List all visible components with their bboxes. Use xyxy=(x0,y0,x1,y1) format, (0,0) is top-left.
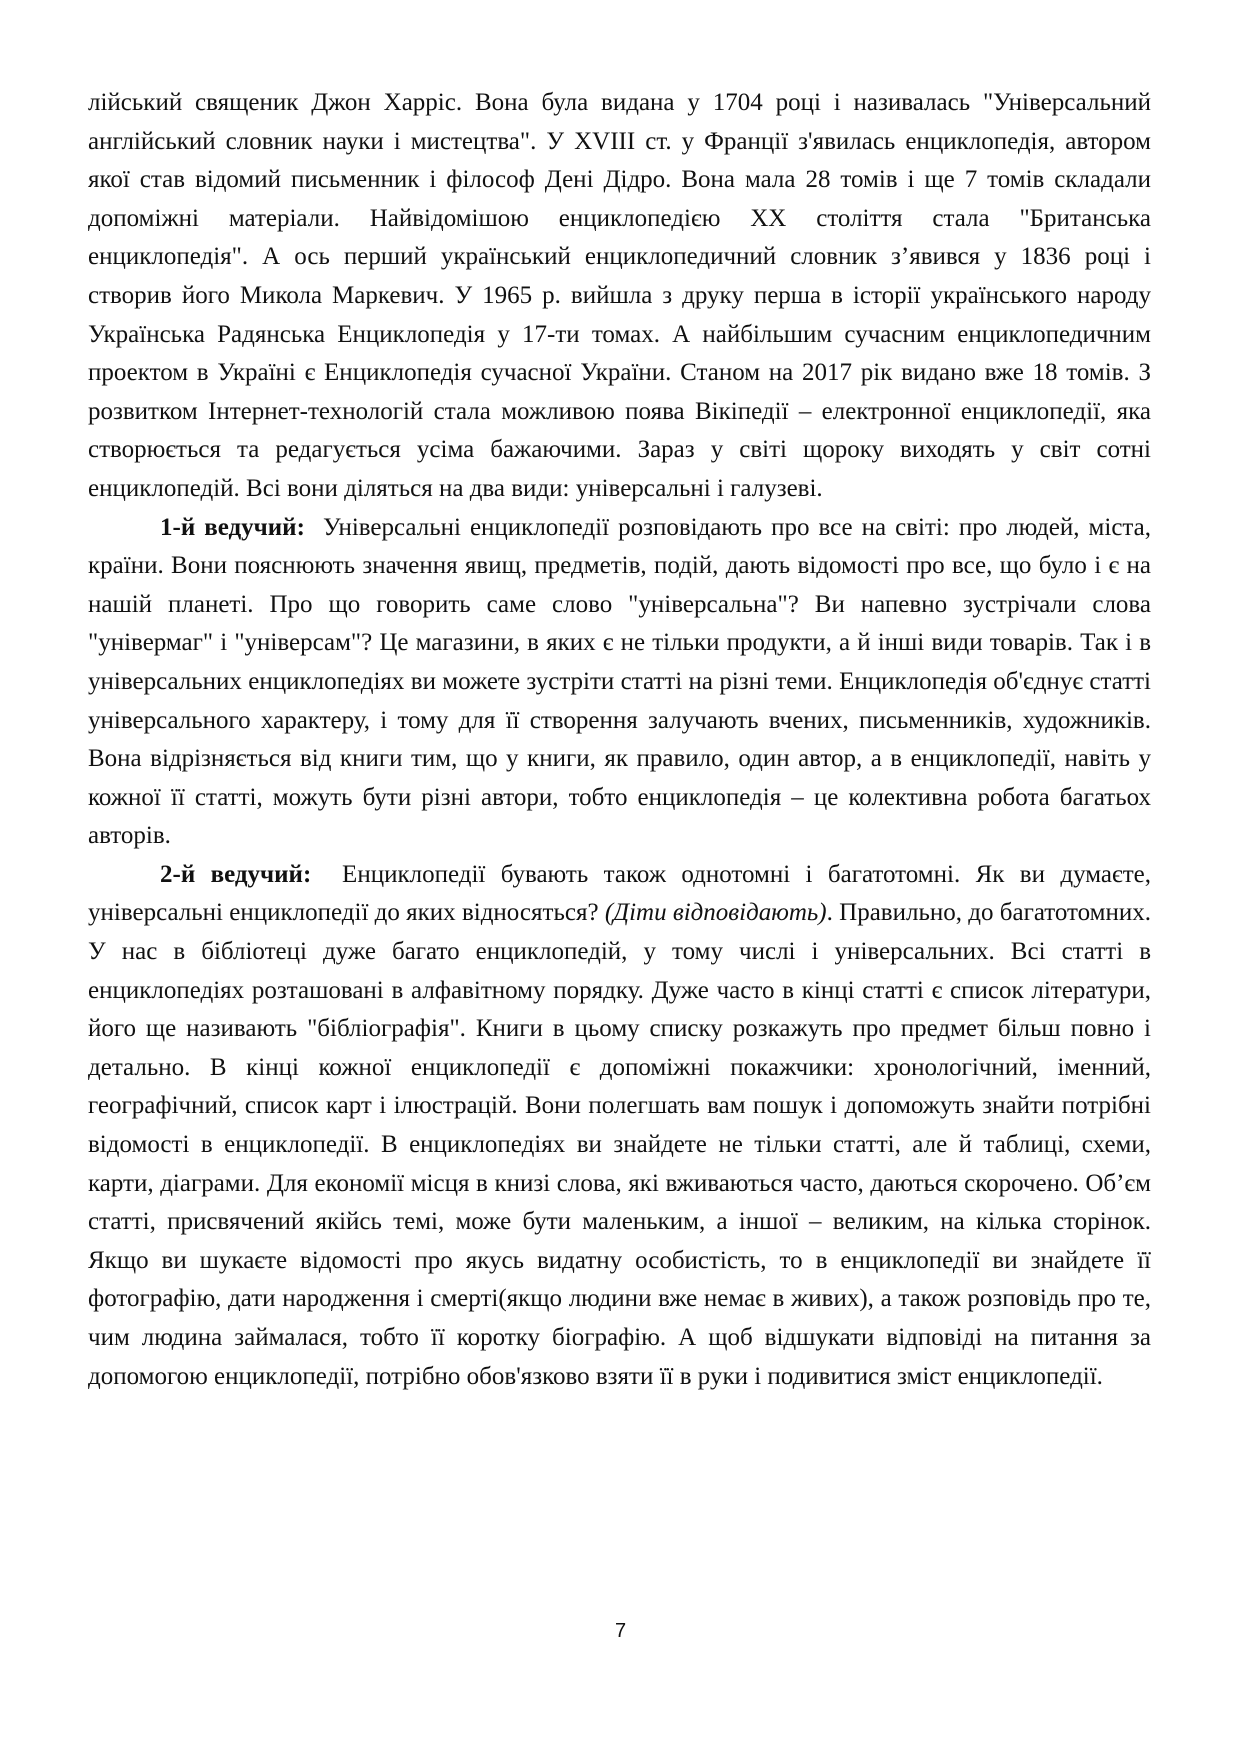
paragraph-second-host xyxy=(88,856,1151,1396)
paragraph-first-host xyxy=(88,509,1151,856)
page-number: 7 xyxy=(614,1620,627,1642)
speaker-label-first-host: 1-й ведучий: xyxy=(160,513,305,541)
document-page xyxy=(88,84,1151,1396)
first-host-text: Універсальні енциклопедії розповідають про все на світі: про людей, міста, країни. Вони пояснюють значення явищ, предметів, подій, дають відомості про все, що було і є на нашій планеті. Про що говорить саме слово "універсальна"? Ви напевно зустрічали слова "універмаг" і "універсам"? Це магазини, в яких є не тільки продукти, а й інші види товарів. Так і в універсальних енциклопедіях ви можете зустріти статті на різні теми. Енциклопедія об'єднує статті універсального характеру, і тому для її створення залучають вчених, письменників, художників. Вона відрізняється від книги тим, що у книги, як правило, один автор, а в енциклопедії, навіть у кожної її статті, можуть бути різні автори, тобто енциклопедія – це колективна робота багатьох авторів. xyxy=(88,513,1151,850)
speaker-label-second-host: 2-й ведучий: xyxy=(160,860,312,888)
paragraph-history: лійський священик Джон Харріс. Вона була видана у 1704 році і називалась "Універсальний англійський словник науки і мистецтва". У XVIII ст. у Франції з'явилась енциклопедія, автором якої став відомий письменник і філософ Дені Дідро. Вона мала 28 томів і ще 7 томів складали допоміжні матеріали. Найвідомішою енциклопедією XX століття стала "Британська енциклопедія". А ось перший український енциклопедичний словник з’явився у 1836 році і створив його Микола Маркевич. У 1965 р. вийшла з друку перша в історії українського народу Українська Радянська Енциклопедія у 17-ти томах. А найбільшим сучасним енциклопедичним проектом в Україні є Енциклопедія сучасної України. Станом на 2017 рік видано вже 18 томів. З розвитком Інтернет-технологій стала можливою поява Вікіпедії – електронної енциклопедії, яка створюється та редагується усіма бажаючими. Зараз у світі щороку виходять у світ сотні енциклопедій. Всі вони діляться на два види: універсальні і галузеві. xyxy=(88,89,1151,502)
stage-remark: (Діти відповідають) xyxy=(604,899,827,927)
second-host-text-before: Енциклопедії бувають також однотомні і багатотомні. Як ви думаєте, універсальні енциклопедії до яких відносяться? xyxy=(88,860,1151,927)
second-host-text-after: . Правильно, до багатотомних. У нас в бібліотеці дуже багато енциклопедій, у тому числі і універсальних. Всі статті в енциклопедіях розташовані в алфавітному порядку. Дуже часто в кінці статті є список літератури, його ще називають "бібліографія". Книги в цьому списку розкажуть про предмет більш повно і детально. В кінці кожної енциклопедії є допоміжні покажчики: хронологічний, іменний, географічний, список карт і ілюстрацій. Вони полегшать вам пошук і допоможуть знайти потрібні відомості в енциклопедії. В енциклопедіях ви знайдете не тільки статті, але й таблиці, схеми, карти, діаграми. Для економії місця в книзі слова, які вживаються часто, даються скорочено. Об’єм статті, присвячений якійсь темі, може бути маленьким, а іншої – великим, на кілька сторінок. Якщо ви шукаєте відомості про якусь видатну особистість, то в енциклопедії ви знайдете її фотографію, дати народження і смерті(якщо людини вже немає в живих), а також розповідь про те, чим людина займалася, тобто її коротку біографію. А щоб відшукати відповіді на питання за допомогою енциклопедії, потрібно обов'язково взяти її в руки і подивитися зміст енциклопедії. xyxy=(88,899,1152,1390)
